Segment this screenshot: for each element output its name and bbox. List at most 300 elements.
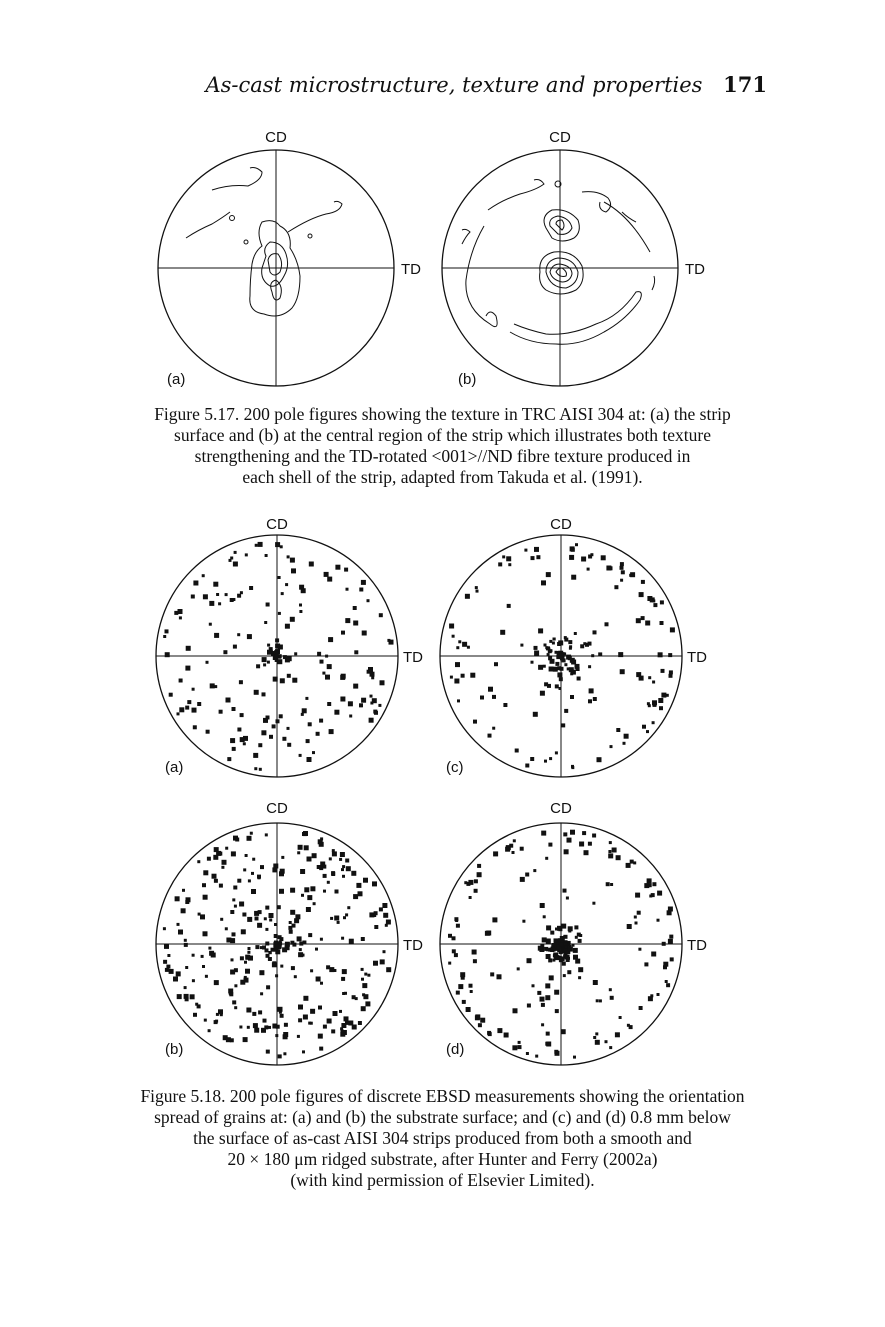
- ebsd-point: [593, 1036, 596, 1039]
- ebsd-point: [204, 1019, 207, 1022]
- ebsd-point: [214, 633, 219, 638]
- ebsd-point: [564, 638, 568, 642]
- ebsd-point: [658, 652, 663, 657]
- ebsd-point: [187, 700, 191, 704]
- ebsd-point: [467, 646, 470, 649]
- ebsd-point: [342, 875, 345, 878]
- ebsd-point: [642, 725, 646, 729]
- ebsd-point: [589, 688, 594, 693]
- ebsd-point: [540, 903, 545, 908]
- ebsd-point: [544, 760, 547, 763]
- ebsd-point: [593, 630, 597, 634]
- ebsd-point: [316, 732, 320, 736]
- ebsd-point: [545, 983, 550, 988]
- ebsd-point: [465, 594, 470, 599]
- ebsd-point: [527, 958, 532, 963]
- axis-label-cd-518c: CD: [550, 516, 572, 533]
- ebsd-point: [488, 1032, 492, 1036]
- ebsd-point: [312, 853, 317, 858]
- ebsd-point: [257, 875, 261, 879]
- ebsd-point: [367, 974, 370, 977]
- ebsd-point: [240, 713, 244, 717]
- ebsd-point: [290, 617, 295, 622]
- ebsd-point: [292, 678, 297, 683]
- ebsd-point: [308, 933, 312, 937]
- ebsd-point: [469, 984, 473, 988]
- axis-label-td-517b: TD: [685, 261, 705, 278]
- ebsd-point: [247, 836, 252, 841]
- ebsd-point: [537, 991, 541, 995]
- ebsd-point: [185, 966, 188, 969]
- ebsd-point: [616, 855, 621, 860]
- ebsd-point: [279, 889, 284, 894]
- ebsd-point: [545, 857, 548, 860]
- ebsd-point: [596, 999, 599, 1002]
- ebsd-point: [289, 930, 293, 934]
- ebsd-point: [502, 555, 505, 558]
- ebsd-point: [213, 582, 218, 587]
- ebsd-point: [349, 715, 352, 718]
- ebsd-point: [646, 730, 649, 733]
- ebsd-point: [230, 738, 235, 743]
- ebsd-point: [591, 654, 594, 657]
- ebsd-point: [623, 742, 626, 745]
- figure-5-17-graphic: [0, 120, 885, 400]
- ebsd-point: [361, 580, 366, 585]
- ebsd-point: [287, 656, 292, 661]
- ebsd-point: [641, 580, 645, 584]
- ebsd-point: [621, 570, 625, 574]
- ebsd-point: [245, 955, 249, 959]
- ebsd-point: [275, 654, 279, 658]
- ebsd-point: [520, 847, 524, 851]
- ebsd-point: [658, 698, 663, 703]
- ebsd-point: [219, 884, 223, 888]
- ebsd-point: [302, 832, 306, 836]
- ebsd-point: [635, 922, 638, 925]
- ebsd-point: [233, 886, 237, 890]
- panel-label-518c: (c): [446, 759, 464, 776]
- ebsd-point: [247, 951, 250, 954]
- ebsd-point: [567, 838, 572, 843]
- ebsd-point: [352, 995, 356, 999]
- ebsd-point: [203, 594, 208, 599]
- ebsd-point: [205, 975, 208, 978]
- ebsd-point: [237, 728, 241, 732]
- ebsd-point: [568, 947, 573, 952]
- ebsd-point: [588, 555, 592, 559]
- ebsd-point: [175, 896, 180, 901]
- ebsd-point: [587, 568, 590, 571]
- ebsd-point: [647, 878, 652, 883]
- ebsd-point: [480, 1018, 485, 1023]
- ebsd-point: [555, 751, 558, 754]
- ebsd-point: [231, 958, 234, 961]
- axis-label-cd-517b: CD: [549, 129, 571, 146]
- ebsd-point: [508, 563, 511, 566]
- ebsd-point: [669, 935, 673, 939]
- ebsd-point: [456, 646, 459, 649]
- ebsd-point: [563, 974, 566, 977]
- ebsd-point: [327, 577, 332, 582]
- ebsd-point: [232, 898, 235, 901]
- caption-517-line-4: each shell of the strip, adapted from Takuda et al. (1991).: [242, 467, 643, 487]
- ebsd-point: [169, 693, 173, 697]
- ebsd-point: [534, 547, 539, 552]
- ebsd-point: [299, 610, 302, 613]
- ebsd-point: [250, 832, 253, 835]
- ebsd-point: [297, 851, 300, 854]
- ebsd-point: [560, 654, 564, 658]
- ebsd-point: [382, 903, 387, 908]
- ebsd-point: [232, 707, 236, 711]
- ebsd-point: [660, 600, 664, 604]
- ebsd-point: [237, 879, 241, 883]
- ebsd-point: [374, 911, 378, 915]
- ebsd-point: [341, 631, 345, 635]
- running-header: [205, 72, 767, 97]
- ebsd-point: [247, 917, 252, 922]
- ebsd-point: [202, 574, 205, 577]
- ebsd-point: [208, 1029, 211, 1032]
- ebsd-point: [178, 930, 183, 935]
- ebsd-point: [533, 869, 536, 872]
- ebsd-point: [563, 889, 567, 893]
- ebsd-point: [226, 938, 231, 943]
- ebsd-point: [245, 553, 248, 556]
- ebsd-point: [540, 997, 545, 1002]
- ebsd-point: [294, 975, 297, 978]
- ebsd-point: [554, 1050, 558, 1054]
- ebsd-point: [297, 936, 302, 941]
- ebsd-point: [574, 632, 577, 635]
- ebsd-point: [301, 588, 306, 593]
- ebsd-point: [540, 691, 545, 696]
- ebsd-point: [541, 580, 546, 585]
- ebsd-point: [327, 881, 330, 884]
- ebsd-point: [229, 992, 233, 996]
- ebsd-point: [239, 902, 244, 907]
- ebsd-point: [165, 629, 169, 633]
- ebsd-point: [362, 983, 367, 988]
- axis-label-cd-517a: CD: [265, 129, 287, 146]
- ebsd-point: [288, 926, 292, 930]
- ebsd-point: [233, 562, 238, 567]
- ebsd-point: [361, 978, 364, 981]
- ebsd-point: [380, 959, 385, 964]
- ebsd-point: [206, 661, 209, 664]
- ebsd-point: [498, 562, 502, 566]
- caption-517-line-3: strengthening and the TD-rotated <001>//ND fibre texture produced in: [194, 446, 691, 466]
- ebsd-point: [202, 883, 206, 887]
- ebsd-point: [598, 652, 602, 656]
- ebsd-point: [304, 845, 309, 850]
- ebsd-point: [266, 603, 270, 607]
- ebsd-point: [340, 852, 345, 857]
- ebsd-point: [249, 586, 253, 590]
- ebsd-point: [592, 902, 595, 905]
- ebsd-point: [560, 667, 564, 671]
- ebsd-point: [458, 640, 461, 643]
- pole-figure-517a: [158, 129, 421, 388]
- ebsd-point: [450, 676, 453, 679]
- ebsd-point: [303, 1015, 308, 1020]
- ebsd-point: [200, 914, 205, 919]
- ebsd-point: [173, 977, 178, 982]
- ebsd-point: [185, 666, 190, 671]
- ebsd-point: [225, 593, 228, 596]
- ebsd-point: [492, 727, 495, 730]
- ebsd-point: [627, 924, 632, 929]
- ebsd-point: [220, 918, 223, 921]
- ebsd-point: [665, 980, 668, 983]
- ebsd-point: [169, 969, 174, 974]
- ebsd-point: [546, 954, 551, 959]
- ebsd-point: [547, 653, 550, 656]
- caption-518-line-3: the surface of as-cast AISI 304 strips produced from both a smooth and: [193, 1128, 692, 1148]
- ebsd-point: [269, 951, 272, 954]
- ebsd-point: [294, 918, 299, 923]
- ebsd-point: [298, 845, 303, 850]
- ebsd-point: [306, 739, 310, 743]
- ebsd-point: [618, 652, 623, 657]
- ebsd-point: [299, 754, 302, 757]
- ebsd-point: [645, 621, 650, 626]
- ebsd-point: [327, 1019, 332, 1024]
- ebsd-point: [363, 994, 368, 999]
- ebsd-point: [310, 886, 315, 891]
- ebsd-point: [331, 1029, 335, 1033]
- ebsd-point: [276, 719, 280, 723]
- ebsd-point: [535, 1055, 538, 1058]
- ebsd-point: [525, 873, 529, 877]
- ebsd-point: [197, 702, 201, 706]
- panel-label-518b: (b): [165, 1041, 184, 1058]
- ebsd-point: [307, 857, 312, 862]
- ebsd-point: [477, 872, 482, 877]
- caption-518-line-1: Figure 5.18. 200 pole figures of discrete EBSD measurements showing the orientation: [140, 1086, 745, 1106]
- ebsd-point: [545, 646, 548, 649]
- ebsd-point: [345, 1021, 349, 1025]
- ebsd-point: [307, 757, 312, 762]
- ebsd-point: [163, 960, 167, 964]
- panel-label-517a: (a): [167, 371, 186, 388]
- ebsd-point: [223, 650, 227, 654]
- ebsd-point: [308, 722, 312, 726]
- ebsd-point: [298, 1018, 302, 1022]
- ebsd-point: [304, 887, 309, 892]
- ebsd-point: [475, 586, 478, 589]
- ebsd-point: [525, 764, 529, 768]
- ebsd-point: [256, 664, 260, 668]
- ebsd-point: [274, 941, 278, 945]
- ebsd-point: [283, 1034, 288, 1039]
- figure-5-18: [0, 510, 885, 1075]
- ebsd-point: [612, 848, 617, 853]
- ebsd-point: [474, 889, 478, 893]
- ebsd-point: [383, 950, 386, 953]
- pole-figure-518a: [156, 516, 423, 777]
- ebsd-point: [573, 1056, 576, 1059]
- ebsd-point: [531, 556, 535, 560]
- ebsd-point: [560, 956, 565, 961]
- ebsd-point: [272, 724, 276, 728]
- ebsd-point: [460, 972, 465, 977]
- ebsd-point: [232, 1000, 236, 1004]
- pole-figure-518d: [440, 800, 707, 1065]
- ebsd-point: [548, 656, 552, 660]
- ebsd-point: [488, 734, 492, 738]
- ebsd-point: [571, 548, 575, 552]
- ebsd-point: [605, 1040, 608, 1043]
- ebsd-point: [278, 941, 282, 945]
- ebsd-point: [361, 937, 365, 941]
- ebsd-point: [538, 665, 543, 670]
- ebsd-point: [312, 751, 315, 754]
- ebsd-point: [553, 638, 556, 641]
- ebsd-point: [342, 969, 347, 974]
- ebsd-point: [245, 854, 248, 857]
- ebsd-point: [652, 882, 656, 886]
- ebsd-points-518b: [163, 831, 391, 1058]
- ebsd-point: [517, 967, 520, 970]
- ebsd-point: [263, 663, 266, 666]
- ebsd-point: [184, 939, 187, 942]
- ebsd-point: [214, 685, 217, 688]
- ebsd-point: [348, 701, 353, 706]
- ebsd-point: [530, 757, 534, 761]
- ebsd-point: [291, 966, 295, 970]
- ebsd-point: [334, 916, 339, 921]
- ebsd-point: [215, 1020, 218, 1023]
- ebsd-point: [500, 630, 505, 635]
- ebsd-point: [543, 915, 546, 918]
- ebsd-point: [279, 1011, 282, 1014]
- ebsd-point: [549, 667, 554, 672]
- axis-label-td-517a: TD: [401, 261, 421, 278]
- ebsd-point: [372, 881, 377, 886]
- ebsd-point: [668, 653, 672, 657]
- ebsd-point: [330, 917, 333, 920]
- ebsd-point: [555, 955, 560, 960]
- ebsd-point: [627, 1024, 630, 1027]
- ebsd-point: [241, 929, 246, 934]
- ebsd-point: [372, 698, 377, 703]
- ebsd-point: [370, 695, 373, 698]
- ebsd-point: [251, 872, 254, 875]
- ebsd-point: [572, 944, 575, 947]
- ebsd-point: [668, 907, 673, 912]
- ebsd-point: [555, 684, 559, 688]
- ebsd-point: [353, 684, 358, 689]
- ebsd-point: [273, 677, 278, 682]
- ebsd-point: [520, 877, 525, 882]
- ebsd-point: [657, 993, 660, 996]
- ebsd-point: [317, 652, 321, 656]
- ebsd-point: [555, 928, 558, 931]
- ebsd-point: [163, 635, 166, 638]
- ebsd-point: [269, 735, 273, 739]
- ebsd-point: [559, 942, 563, 946]
- ebsd-point: [265, 833, 268, 836]
- ebsd-point: [578, 967, 583, 972]
- panel-label-518d: (d): [446, 1041, 465, 1058]
- ebsd-point: [567, 957, 570, 960]
- ebsd-point: [362, 631, 367, 636]
- ebsd-point: [520, 644, 523, 647]
- ebsd-point: [347, 906, 350, 909]
- ebsd-point: [635, 893, 640, 898]
- ebsd-point: [380, 680, 385, 685]
- ebsd-point: [245, 969, 250, 974]
- ebsd-point: [371, 676, 374, 679]
- ebsd-point: [279, 714, 283, 718]
- ebsd-point: [207, 857, 211, 861]
- ebsd-point: [290, 558, 295, 563]
- ebsd-point: [536, 555, 540, 559]
- ebsd-point: [361, 698, 366, 703]
- ebsd-point: [518, 1045, 522, 1049]
- ebsd-point: [477, 864, 481, 868]
- ebsd-point: [546, 572, 551, 577]
- ebsd-point: [278, 576, 281, 579]
- ebsd-point: [620, 562, 624, 566]
- ebsd-point: [652, 681, 655, 684]
- ebsd-point: [670, 627, 675, 632]
- ebsd-point: [648, 676, 651, 679]
- ebsd-point: [564, 935, 568, 939]
- ebsd-point: [550, 649, 553, 652]
- ebsd-point: [557, 672, 562, 677]
- ebsd-point: [599, 999, 602, 1002]
- ebsd-point: [488, 687, 493, 692]
- ebsd-point: [549, 975, 554, 980]
- ebsd-point: [280, 965, 283, 968]
- ebsd-point: [264, 917, 267, 920]
- ebsd-point: [320, 938, 323, 941]
- axis-label-td-518c: TD: [687, 649, 707, 666]
- ebsd-point: [356, 883, 361, 888]
- ebsd-point: [373, 961, 378, 966]
- ebsd-point: [570, 830, 575, 835]
- ebsd-point: [559, 677, 563, 681]
- ebsd-point: [267, 661, 270, 664]
- ebsd-point: [555, 1009, 559, 1013]
- ebsd-point: [542, 937, 547, 942]
- ebsd-point: [248, 879, 251, 882]
- ebsd-point: [294, 652, 297, 655]
- ebsd-point: [307, 895, 312, 900]
- ebsd-point: [280, 678, 285, 683]
- ebsd-point: [571, 575, 576, 580]
- ebsd-point: [561, 1029, 566, 1034]
- ebsd-point: [552, 943, 555, 946]
- ebsd-point: [503, 703, 507, 707]
- ebsd-point: [192, 954, 195, 957]
- ebsd-point: [614, 585, 618, 589]
- ebsd-point: [669, 670, 673, 674]
- ebsd-point: [259, 970, 264, 975]
- ebsd-point: [280, 545, 283, 548]
- ebsd-point: [185, 706, 189, 710]
- ebsd-point: [265, 906, 269, 910]
- ebsd-point: [546, 925, 551, 930]
- ebsd-point: [653, 703, 657, 707]
- ebsd-point: [203, 895, 208, 900]
- ebsd-point: [661, 669, 665, 673]
- ebsd-point: [342, 1030, 347, 1035]
- ebsd-point: [179, 707, 184, 712]
